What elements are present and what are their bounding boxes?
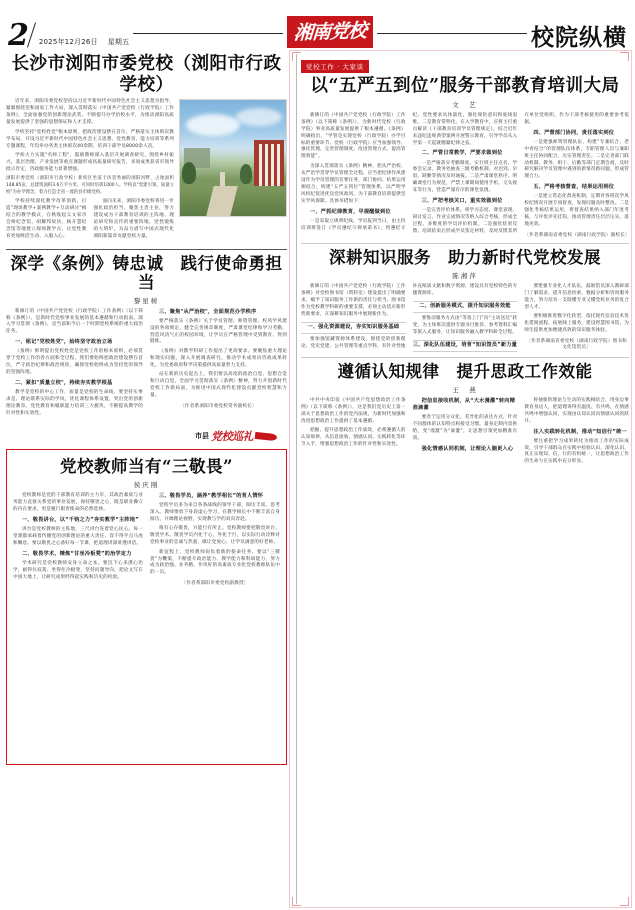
publication-logo-text: 湘南党校	[293, 19, 368, 44]
photo-tree-1	[182, 162, 196, 184]
article3-para-0: 党校教师是党的干部教育培训的主力军，其政治素质与业务能力直接关系党的事业发展。保持敬畏之心，既是职业操守的内在要求，更是履行职责使命的必然选择。	[13, 492, 143, 512]
right-a2-para-0: 新修订的《中国共产党党校（行政学院）工作条例》对党校图书馆（资料室）建设提出了明确要求，赋予了知识服务工作新的责任与担当。图书馆作为党校教学科研的重要支撑，必须主动适应新形势新要求，在深耕知识服务中展现新作为。	[301, 283, 406, 317]
article3-para-2: 学术研究是党校教师安身立命之本。要沉下心来潜心治学，耐得住寂寞、坐得住冷板凳，坚持问题导向，把论文写在中国大地上，让研究成果经得起实践和历史的检验。	[13, 560, 143, 580]
article2-para-2: 教学是党校的中心工作，质量是党校的生命线。要坚持实事求是、理论联系实际的学风，优化课程体系设置，突出党的创新理论教育、党性教育和履职能力培训三大板块，不断提高教学的针对性和实效性。	[6, 390, 143, 417]
article2-subhead-2: 三、聚焦"从严治校"，全面规范办学秩序	[159, 308, 257, 315]
article3-para-4: 唯有心存敬畏，方能行有所止。党校教师要把敬畏讲台、敬畏学术、敬畏学员内化于心、外化于行，以实际行动诠释对党校事业的忠诚与热爱，做让党放心、让学员满意的好老师。	[150, 526, 280, 546]
right-a1-subhead-3: 四、严督部门协同，责任落实到位	[533, 129, 615, 136]
article1-para-2: 学校大力实施"名师工程"，鼓励教师深入基层开展调查研究，围绕乡村振兴、基层治理、产业发展等重点课题形成高质量研究报告，多项成果获省市领导批示肯定，咨政服务能力显著增强。	[6, 153, 174, 172]
article3-para-5: 新征程上，党校教师肩负着新的使命任务。要以“三敬畏”为鞭策，不断提升政治能力、教学能力和科研能力，努力成为政治强、业务精、作风好的高素质专业化党校教师队伍中的一员。	[150, 549, 280, 576]
right-a2-subhead-1: 二、创新服务模式，提升知识服务效能	[413, 301, 518, 314]
article3-subhead-0: 一、敬畏讲台，以“千钧之力”夯实教学“主阵地”	[22, 516, 139, 523]
masthead	[0, 0, 635, 52]
right-a3-para-0: 中共中央印发《中国共产党思想政治工作条例》（以下简称《条例》），这是我们党历史上第一部关于思想政治工作的党内法规，为新时代加强和改进思想政治工作提供了基本遵循。	[301, 397, 406, 424]
photo-caption: 浏阳市委党校（浏阳市行政学校）新校区坐落于风景秀丽的浏阳河畔，占地面积148.85亩，总建筑面积3.6万平方米，可同时培训1000人。学校以"党建引领、质量立校"为办学理念，着力打造全省一流的县市级党校。	[6, 176, 174, 195]
right-a1-subhead-2: 三、严把考核关口，重实效做到位	[421, 198, 503, 205]
right-article3-byline: 王 燕	[452, 385, 478, 394]
right-a1-para-2: 一是采取立规明纪线、学员报到当日，由主持培训班签订《学员遵纪守规承诺书》，将遵纪守纪、党性要求具体量化，强化规矩意识和底线思维。二是教育常明化。在入学教育中，应将主打重点解读《干部教育培训学员管理规定》，结合近年来违纪违规典型案例开展警示教育，引导学员从入学第一天起就绷紧纪律之弦。	[301, 112, 518, 231]
right-a1-para-1: 为深入贯彻落实《条例》精神，把从严治校、从严治学贯穿学员管理全过程，应当把纪律作风建设作为学员管理的首要任务，部门协同、结果运用相结合，构建“五严五到位”管理体系，以严明学风校纪促进优良党风政风，为干部教育培训提供坚实学风保障。具体举措如下：	[301, 163, 406, 204]
right-a1-para-3: 一是严格落实考勤制度。实行班主任点名、学委会记录、教务处抽查三级考勤机制，对迟到、早退、缺勤等情况及时通报。二是严肃课堂秩序。明确课堂行为规范，严禁上课期间使用手机、交头接耳等行为，营造严谨有序的课堂氛围。	[412, 160, 518, 194]
article3-subhead-1: 二、敬畏学术，锤炼“甘坐冷板凳”的治学定力	[22, 550, 132, 557]
right-a2-credit: 〔作者系湖南省委党校（湖南行政学院）图书和文化馆馆员〕	[526, 339, 627, 351]
masthead-rule-left	[133, 33, 283, 34]
publication-date	[39, 37, 129, 50]
series-stamp-prefix: 市县	[195, 432, 209, 441]
right-a2-subhead-2: 三、深化队伍建设，培育“知识馆员”新力量	[413, 340, 518, 353]
column-badge: 党校工作 · 大家谈	[301, 60, 369, 73]
article2-para-0: 新修订的《中国共产党党校（行政学院）工作条例》（以下简称《条例》），是新时代党校事业发展的基本遵循和行动指南。深入学习贯彻《条例》，是当前和今后一个时期党校系统的重大政治任务。	[6, 308, 143, 335]
right-a3-para-1: 把握、提升思想政治工作质效，必须遵循人的认知规律，从信息接收、情感认同、实践转化等环节入手，增强思想政治工作的针对性和实效性。	[301, 428, 406, 447]
article-cognitive-law	[301, 362, 629, 466]
article2-para-4: 《条例》对教学科研工作提出了更高要求。要聚焦重大理论和现实问题，深入开展调查研究，推动学术成果向咨政成果转化，为党委政府科学决策提供高质量智力支持。	[150, 348, 287, 368]
divider-right-1	[301, 243, 629, 244]
right-a1-para-6: 一是建立常态化督查机制，定期对各班次学风校纪情况开展专项督查，发现问题及时整改。二是强化考核结果运用，将督查结果纳入部门年度考核，与评优评先挂钩，推动管理责任层层压实、落地见效。	[524, 194, 629, 228]
article-study-regulations	[6, 254, 287, 419]
right-a3-subhead-2: 注入实践转化机制，推动“知信行”统一	[533, 428, 627, 435]
right-a2-para-2: 要推动服务方式由“等客上门”向“主动送达”转变，为主体班次提供专题书目推荐、参考资料汇编等嵌入式服务，让知识服务融入教学科研全过程。	[412, 315, 518, 335]
article-three-reverences	[6, 449, 287, 765]
series-stamp-text: 党校巡礼	[211, 430, 253, 444]
article-five-strict	[301, 54, 629, 238]
article3-para-3: 党校学员多为来自各条战线的领导干部，阅历丰富、思考深入。教师要放下身段虚心学习，在教学相长中不断丰富自身阅历、开阔理论视野，实现教与学的双向奔赴。	[150, 502, 280, 522]
column-divider	[296, 54, 297, 904]
article2-para-1: 《条例》鲜明提出党校姓党是党校工作的根本原则，必须贯穿于党校工作的各方面和全过程。我们要始终把政治建设摆在首位，严守政治纪律和政治规矩，确保党校始终成为坚持党的领导的坚强阵地。	[6, 349, 143, 376]
page-body	[0, 52, 635, 908]
right-a1-para-0: 新修订的《中国共产党党校（行政学院）工作条例》（以下简称《条例》），为新时代党校（行政学院）事业高质量发展提供了根本遵循。《条例》明确指出，“学管是实现党校（行政学院）办学目标的重要环节。党校（行政学院）应当加强领导、强化管理、完善管理制度、改进管理方式，提高管理效能”。	[301, 112, 406, 160]
article2-headline: 深学《条例》铸忠诚 践行使命勇担当	[10, 253, 283, 293]
campus-photo	[179, 99, 287, 217]
photo-cloud-left	[186, 114, 240, 136]
divider-left-1	[6, 249, 287, 250]
series-stamp	[195, 428, 277, 444]
date-text: 2025年12月26日	[38, 38, 98, 46]
right-a2-para-1: 要加强馆藏资源体系建设，围绕党的创新理论、党史党建、公共管理等重点学科，有针对性地补充纸质文献和数字资源，建设具有党校特色的专题资源库。	[301, 283, 518, 349]
right-column	[301, 54, 629, 904]
right-a1-subhead-4: 五、严格考核督查，结果运用到位	[533, 184, 615, 191]
article-knowledge-service	[301, 248, 629, 352]
article1-para-0: 近年来，浏阳市委党校坚持以习近平新时代中国特色社会主义思想为指导，紧紧围绕党和国家工作大局，深入贯彻落实《中国共产党党校（行政学院）工作条例》，全面加强党的创新理论武装，不断提升办学治校水平，为推动浏阳高质量发展提供了坚强的思想保证和人才支撑。	[6, 99, 174, 126]
right-a1-para-5: 一是建强师资管理队伍，构建“专兼结合、老中青结合”的管理队伍体系，专职管理人员与兼职班主任协同配合，压实管理责任。二是完善部门联动机制，教务、组干、后勤等部门定期会商，及时研究解决学员管理中遇到的新情况新问题，形成管理合力。	[524, 139, 629, 180]
right-a3-para-3: 将抽象的理论与生动的实践相结合，用身边事教育身边人，把道理讲得有温度、有共鸣，在情感共鸣中增强认同，实现由认知认同向情感认同的跃升。	[524, 397, 629, 424]
photo-statue	[220, 172, 225, 186]
article3-para-1: 讲台是党校教师的主阵地，三尺讲台连着党心民心。每一堂课都承载着传播党的创新理论的重大责任，容不得半点马虎和懈怠。要以敬畏之心备好每一节课，把道理讲深讲透讲活。	[13, 526, 143, 546]
publication-logo	[287, 16, 373, 48]
article3-credit: 〔作者系邵阳市委党校副教授〕	[181, 581, 249, 587]
right-a3-para-4: 要注重把学习成果转化为推动工作的实际成效，引导干部群众在实践中检验认识、深化认识，真正实现知、信、行的有机统一，让思想政治工作的生命力在实践中充分彰显。	[524, 438, 629, 465]
article1-headline: 长沙市浏阳市委党校（浏阳市行政学校）	[11, 54, 282, 95]
right-a2-para-3: 要建强专业化人才队伍，鼓励馆员深入教研部门了解需求，提升信息检索、数据分析和咨询服务能力，努力培育一支既懂专业又懂党校业务的复合型人才。	[524, 283, 629, 310]
article1-para-4: 面向未来，浏阳市委党校将进一步强化政治担当，聚焦主责主业，努力建设成为干部教育培训的主阵地、理论研究和宣传的重要阵地、党性锻炼的大熔炉，为奋力谱写中国式现代化浏阳新篇章贡献党校力量。	[93, 199, 174, 240]
right-a2-subhead-0: 一、强化资源建设，夯实知识服务基础	[301, 322, 406, 335]
article2-subhead-1: 二、紧扣"质量立校"，持续夯实教学根基	[15, 380, 113, 387]
right-a3-subhead-1: 强化情感认同机制，让理论入脑更入心	[421, 446, 514, 453]
right-article3-headline: 遵循认知规律 提升思政工作效能	[337, 362, 593, 382]
article2-para-3: 要严格落实《条例》关于学员管理、师资管理、校风学风建设的各项规定，健全完善规章制度，严肃课堂纪律和学习考勤，营造风清气正的校园环境，让学员在严格管理中受到教育、得到锻炼。	[150, 318, 287, 345]
series-stamp-wrapper	[6, 421, 287, 447]
article3-headline: 党校教师当有“三敬畏”	[60, 457, 233, 477]
right-a1-para-4: 一是完善评价体系。将学习态度、课堂表现、研讨发言、作业完成情况等纳入综合考核，形成全过程、多维度的学员评价机制。二是强化结果反馈。培训结束后形成学员鉴定材料，及时反馈其所在单位党组织，作为干部考核使用的重要参考依据。	[412, 112, 629, 235]
right-article1-headline: 以“五严五到位”服务干部教育培训大局	[310, 76, 620, 96]
right-article2-headline: 深耕知识服务 助力新时代党校发展	[329, 248, 601, 268]
article2-para-5: 站在新的历史起点上，我们要以高度的政治自觉、思想自觉和行动自觉，全面学习贯彻落实《条例》精神，努力开创新时代党校工作新局面，为推进中国式现代化建设贡献党校智慧和力量。	[150, 372, 287, 399]
article1-para-3: 学校持续深化教学改革创新，打造"现场教学+案例教学+互动研讨"相结合的教学模式，在秋收起义文家市会师纪念馆、胡耀邦故居、杨开慧纪念馆等地建立现场教学点，让党性教育更加鲜活生动、入脑入心。	[6, 199, 87, 240]
article1-para-1: 学校坚持"党校姓党"根本原则，把政治建设摆在首位，严格落实主体班次教学布局，开设习近平新时代中国特色社会主义思想、党性教育、能力培训等系列专题课程，年均举办各类主体班次40余期，培训干部学员8000余人次。	[6, 129, 174, 149]
masthead-rule-right	[377, 33, 527, 34]
right-a1-credit: 〔作者系湖南省委党校（湖南行政学院）副校长〕	[524, 233, 630, 239]
photo-tree-2	[240, 164, 252, 184]
article2-subhead-0: 一、铭记"党校姓党"，始终坚守政治立场	[15, 339, 113, 346]
right-a1-subhead-0: 一、严抓纪律教育，早提醒做到位	[310, 208, 391, 215]
right-a2-para-4: 要积极推进数字化转型，依托现代信息技术优化借阅流程、拓展线上服务，建设智慧图书馆，为师生提供更加便捷高效的知识服务体验。	[524, 314, 629, 334]
masthead-slash	[27, 22, 36, 47]
weekday-text: 星期五	[107, 38, 130, 46]
section-title: 校院纵横	[531, 24, 628, 51]
photo-cloud-right	[236, 108, 282, 126]
page-number: 2	[8, 17, 28, 53]
right-a3-subhead-0: 把信息接收机制，从“大水漫灌”转向精准滴灌	[412, 397, 516, 412]
article2-byline: 黎星树	[133, 296, 160, 305]
masthead-left	[8, 17, 130, 53]
article-liuyang-party-school	[6, 54, 287, 244]
series-stamp-swoosh-icon	[255, 432, 277, 441]
right-a1-subhead-1: 二、严管日常教学，严要求做到位	[421, 150, 503, 157]
left-column	[6, 54, 292, 904]
right-article1-byline: 文 艺	[452, 100, 478, 109]
right-article2-byline: 陈湘萍	[452, 271, 478, 280]
right-a3-para-2: 要善于运用分众化、差异化的表达方式，针对不同群体的认知特点和接受习惯，量身定制内容供给，变“漫灌”为“滴灌”，让思想引领更加精准有效。	[412, 415, 518, 442]
article2-credit: 〔作者系浏阳市委党校常务副校长〕	[180, 404, 257, 410]
article3-subhead-2: 三、敬畏学员，涵养“教学相长”的育人情怀	[159, 492, 264, 499]
divider-right-2	[301, 357, 629, 358]
article3-byline: 侯庆刚	[133, 480, 160, 489]
